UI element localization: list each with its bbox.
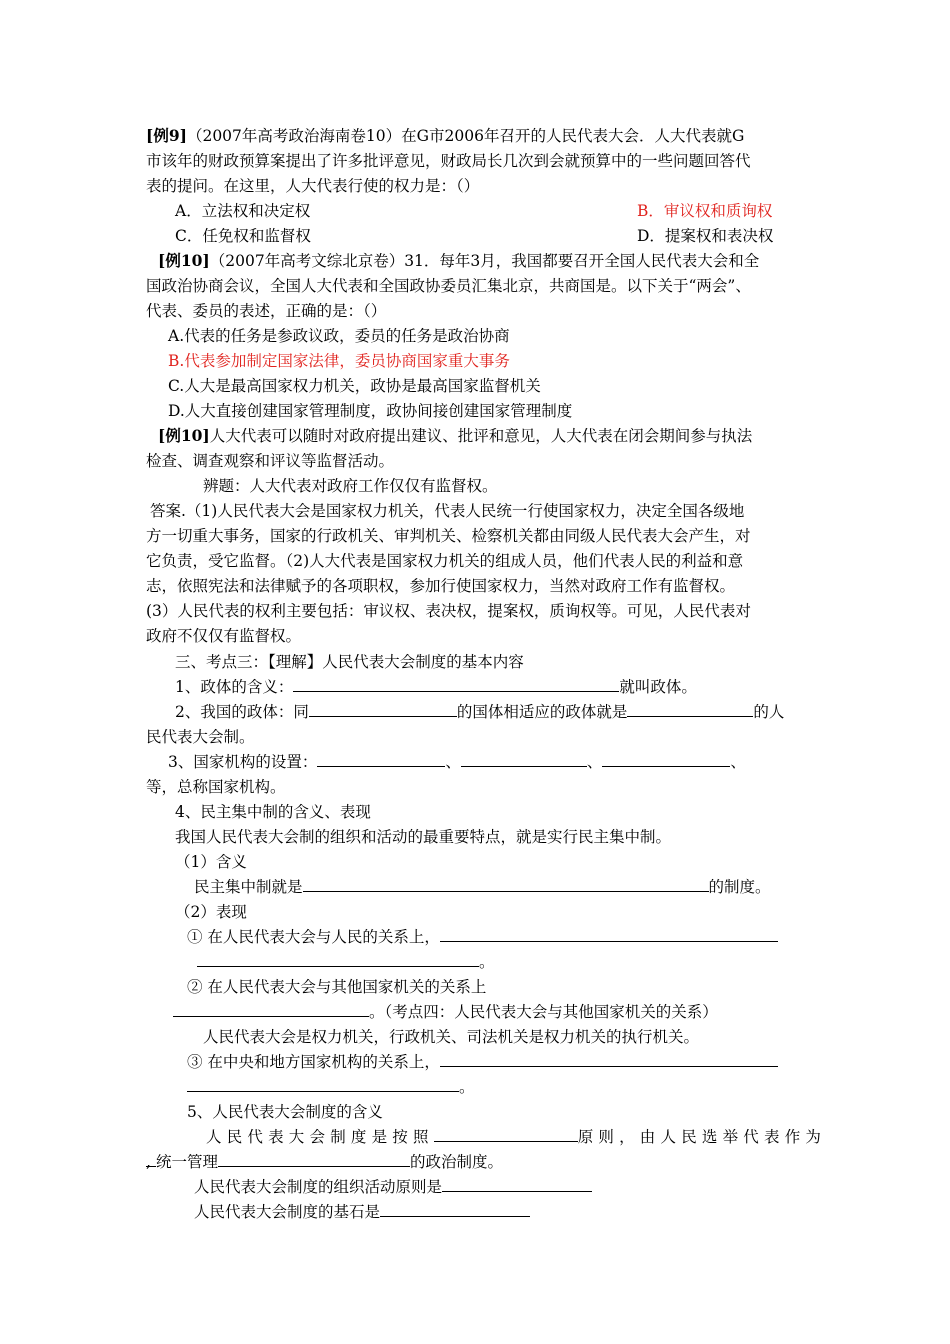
fill-blank[interactable] <box>218 1151 410 1167</box>
example-9-option-c: C．任免权和监督权 <box>175 227 311 245</box>
fill-blank[interactable] <box>173 1001 369 1017</box>
answer-line-1: 答案.（1)人民代表大会是国家权力机关，代表人民统一行使国家权力，决定全国各级地 <box>150 502 745 520</box>
item-4-intro: 我国人民代表大会制的组织和活动的最重要特点，就是实行民主集中制。 <box>175 828 672 846</box>
item-4-title: 4、民主集中制的含义、表现 <box>175 803 371 821</box>
fill-blank[interactable] <box>627 701 753 717</box>
fill-blank[interactable] <box>303 876 709 892</box>
point-1: ① 在人民代表大会与人民的关系上， <box>187 926 778 948</box>
fill-blank[interactable] <box>602 751 730 767</box>
fill-blank[interactable] <box>197 951 479 967</box>
item-5-definition-continued: , 统一管理 的政治制度。 <box>146 1153 504 1171</box>
item-4-1-label: （1）含义 <box>175 853 247 871</box>
item-5-organization-principle: 人民代表大会制度的组织活动原则是 <box>194 1176 592 1198</box>
fill-blank[interactable] <box>380 1201 530 1217</box>
example-9-option-b: B．审议权和质询权 <box>637 202 773 220</box>
item-5-foundation: 人民代表大会制度的基石是 <box>194 1201 530 1223</box>
item-2-continued: 民代表大会制。 <box>146 728 255 746</box>
item-3: 3、国家机构的设置： 、 、 、 <box>168 753 746 771</box>
fill-blank[interactable] <box>440 926 778 942</box>
example-10a-option-d: D.人大直接创建国家管理制度，政协间接创建国家管理制度 <box>168 402 573 420</box>
fill-blank[interactable] <box>442 1176 592 1192</box>
section-heading: 三、考点三：【理解】人民代表大会制度的基本内容 <box>175 653 524 671</box>
point-1-continued: 。 <box>197 951 495 973</box>
example-9-line-3: 表的提问。在这里，人大代表行使的权力是：（） <box>146 177 480 195</box>
example-9-line-1: [例9]（2007年高考政治海南卷10）在G市2006年召开的人民代表大会．人大代表就G <box>146 126 745 145</box>
fill-blank[interactable] <box>293 676 619 692</box>
answer-line-6: 政府不仅仅有监督权。 <box>146 627 302 645</box>
fill-blank[interactable] <box>440 1051 778 1067</box>
example-9-tag: [例9] <box>146 126 187 145</box>
fill-blank[interactable] <box>309 701 457 717</box>
answer-line-5: (3）人民代表的权利主要包括：审议权、表决权，提案权，质询权等。可见，人民代表对 <box>146 602 751 620</box>
answer-line-3: 它负责，受它监督。（2)人大代表是国家权力机关的组成人员，他们代表人民的利益和意 <box>146 552 744 570</box>
example-10a-tag: [例10] <box>158 251 210 270</box>
bianti-statement: 辨题：人大代表对政府工作仅仅有监督权。 <box>203 477 498 495</box>
fill-blank[interactable] <box>187 1076 459 1092</box>
answer-line-4: 志，依照宪法和法律赋予的各项职权，参加行使国家权力，当然对政府工作有监督权。 <box>146 577 736 595</box>
point-2-note: 人民代表大会是权力机关，行政机关、司法机关是权力机关的执行机关。 <box>203 1028 700 1046</box>
point-2: ② 在人民代表大会与其他国家机关的关系上 <box>187 978 487 996</box>
point-3: ③ 在中央和地方国家机构的关系上， <box>187 1051 778 1073</box>
example-10a-line-3: 代表、委员的表述，正确的是：（） <box>146 302 387 320</box>
fill-blank[interactable] <box>461 751 587 767</box>
example-10b-line-1: [例10]人大代表可以随时对政府提出建议、批评和意见，人大代表在闭会期间参与执法 <box>158 426 753 445</box>
example-10a-option-b: B.代表参加制定国家法律，委员协商国家重大事务 <box>168 352 510 370</box>
example-10a-option-a: A.代表的任务是参政议政，委员的任务是政治协商 <box>168 327 510 345</box>
point-3-continued: 。 <box>187 1076 475 1098</box>
item-1: 1、政体的含义： 就叫政体。 <box>175 678 697 696</box>
item-5-definition: 人民代表大会制度是按照 原则，由人民选举代表作为 <box>206 1128 827 1146</box>
item-4-1-definition: 民主集中制就是 的制度。 <box>194 878 771 896</box>
point-2-continued: 。（考点四：人民代表大会与其他国家机关的关系） <box>173 1001 718 1023</box>
example-10b-line-2: 检查、调查观察和评议等监督活动。 <box>146 452 395 470</box>
example-10a-line-1: [例10]（2007年高考文综北京卷）31．每年3月，我国都要召开全国人民代表大会和全 <box>158 251 760 270</box>
example-10a-line-2: 国政治协商会议，全国人大代表和全国政协委员汇集北京，共商国是。以下关于“两会”、 <box>146 277 751 295</box>
item-4-2-label: （2）表现 <box>175 903 247 921</box>
fill-blank[interactable] <box>434 1126 578 1142</box>
item-5-title: 5、人民代表大会制度的含义 <box>187 1103 383 1121</box>
example-10b-tag: [例10] <box>158 426 210 445</box>
example-9-line-2: 市该年的财政预算案提出了许多批评意见，财政局长几次到会就预算中的一些问题回答代 <box>146 152 751 170</box>
example-9-option-a: A．立法权和决定权 <box>175 202 311 220</box>
answer-line-2: 方一切重大事务，国家的行政机关、审判机关、检察机关都由同级人民代表大会产生，对 <box>146 527 751 545</box>
example-9-option-d: D．提案权和表决权 <box>637 227 774 245</box>
fill-blank[interactable]: , <box>146 1151 156 1167</box>
example-10a-option-c: C.人大是最高国家权力机关，政协是最高国家监督机关 <box>168 377 541 395</box>
fill-blank[interactable] <box>317 751 445 767</box>
item-3-continued: 等，总称国家机构。 <box>146 778 286 796</box>
item-2: 2、我国的政体：同 的国体相适应的政体就是 的人 <box>175 703 785 721</box>
